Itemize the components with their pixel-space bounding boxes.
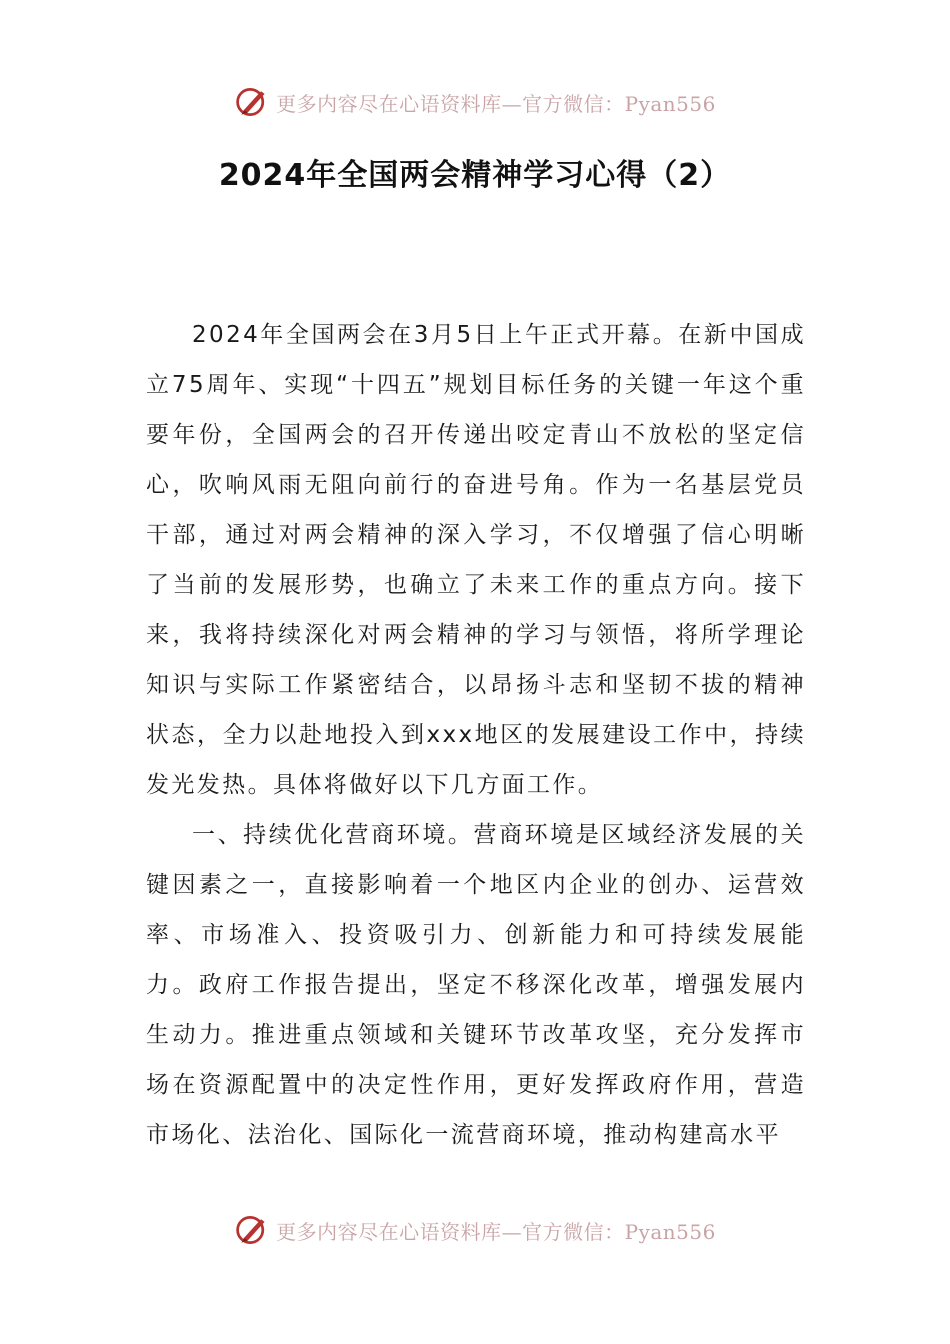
paragraph-section-one: 一、持续优化营商环境。营商环境是区域经济发展的关键因素之一，直接影响着一个地区内企业的创办、运营效率、市场准入、投资吸引力、创新能力和可持续发展能力。政府工作报告提出，坚定不移深化改革，增强发展内生动力。推进重点领域和关键环节改革攻坚，充分发挥市场在资源配置中的决定性作用，更好发挥政府作用，营造市场化、法治化、国际化一流营商环境，推动构建高水平 [146,822,806,1148]
watermark-text: 更多内容尽在心语资料库—官方微信：Pyan556 [276,91,716,116]
paragraph-intro: 2024年全国两会在3月5日上午正式开幕。在新中国成立75周年、实现“十四五”规划目标任务的关键一年这个重要年份，全国两会的召开传递出咬定青山不放松的坚定信心，吹响风雨无阻向前行的奋进号角。作为一名基层党员干部，通过对两会精神的深入学习，不仅增强了信心明晰了当前的发展形势，也确立了未来工作的重点方向。接下来，我将持续深化对两会精神的学习与领悟，将所学理论知识与实际工作紧密结合，以昂扬斗志和坚韧不拔的精神状态，全力以赴地投入到xxx地区的发展建设工作中，持续发光发热。具体将做好以下几方面工作。 [146,322,806,798]
pen-logo-icon [234,1212,270,1248]
watermark-banner-top [0,82,950,122]
watermark-banner-bottom [0,1210,950,1250]
document-title: 2024年全国两会精神学习心得（2） [218,158,732,193]
pen-logo-icon [234,84,270,120]
document-body [146,310,806,1160]
watermark-text: 更多内容尽在心语资料库—官方微信：Pyan556 [276,1219,716,1244]
